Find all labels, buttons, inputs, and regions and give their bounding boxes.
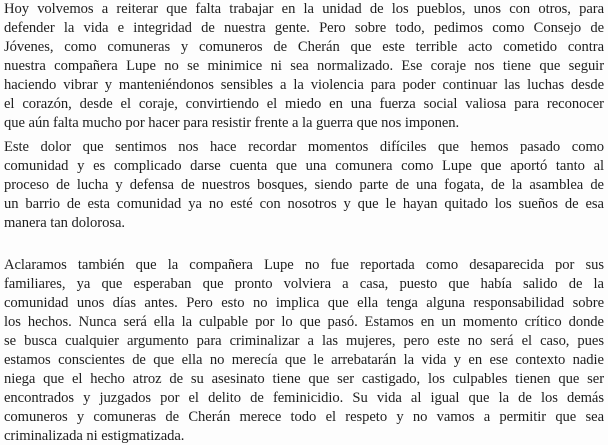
text-line: comunidad y es complicado darse cuenta que una comunera como Lupe que aportó tanto al: [4, 158, 604, 174]
text-line: se busca cualquier argumento para criminalizar a las mujeres, pero este no será el caso, pues: [4, 333, 604, 349]
text-line: manera tan dolorosa.: [4, 215, 125, 231]
text-line: encontrados y juzgados por el delito de feminicidio. Su vida al igual que la de los demás: [4, 390, 604, 406]
text-line: defender la vida e integridad de nuestra gente. Pero sobre todo, pedimos como Consejo de: [4, 20, 604, 36]
text-line: comuneros y comuneras de Cherán merece todo el respeto y no vamos a permitir que sea: [4, 409, 604, 425]
paragraph-3: [4, 256, 604, 446]
text-line: proceso de lucha y defensa de nuestros bosques, siendo parte de una fogata, de la asamblea de: [4, 177, 604, 193]
text-line: Jóvenes, como comuneras y comuneros de Cherán que este terrible acto cometido contra: [4, 39, 604, 55]
text-line: estamos conscientes de que ella no merecía que le arrebatarán la vida y en ese contexto nadie: [4, 352, 604, 368]
text-line: familiares, ya que esperaban que pronto volviera a casa, puesto que había salido de la: [4, 276, 604, 292]
text-line: un barrio de esta comunidad ya no esté con nosotros y que le hayan quitado los sueños de esa: [4, 196, 604, 212]
text-line: comunidad unos días antes. Pero esto no implica que ella tenga alguna responsabilidad sobre: [4, 295, 604, 311]
paragraph-1: [4, 0, 604, 133]
text-line: el corazón, desde el coraje, convirtiendo el miedo en una fuerza social valiosa para reconocer: [4, 96, 604, 112]
text-line: nuestra compañera Lupe no se minimice ni sea normalizado. Ese coraje nos tiene que seguir: [4, 58, 604, 74]
paragraph-2: [4, 138, 604, 233]
text-line: niega que el hecho atroz de su asesinato tiene que ser castigado, los culpables tienen que ser: [4, 371, 604, 387]
text-line: haciendo vibrar y manteniéndonos sensibles a la violencia para poder continuar las luchas desde: [4, 77, 604, 93]
text-line: Aclaramos también que la compañera Lupe no fue reportada como desaparecida por sus: [4, 257, 604, 273]
text-line: criminalizada ni estigmatizada.: [4, 428, 185, 444]
text-line: los hechos. Nunca será ella la culpable por lo que pasó. Estamos en un momento crítico donde: [4, 314, 604, 330]
text-line: Hoy volvemos a reiterar que falta trabajar en la unidad de los pueblos, unos con otros, para: [4, 1, 604, 17]
text-line: Este dolor que sentimos nos hace recordar momentos difíciles que hemos pasado como: [4, 139, 604, 155]
text-line: que aún falta mucho por hacer para resistir frente a la guerra que nos imponen.: [4, 115, 460, 131]
